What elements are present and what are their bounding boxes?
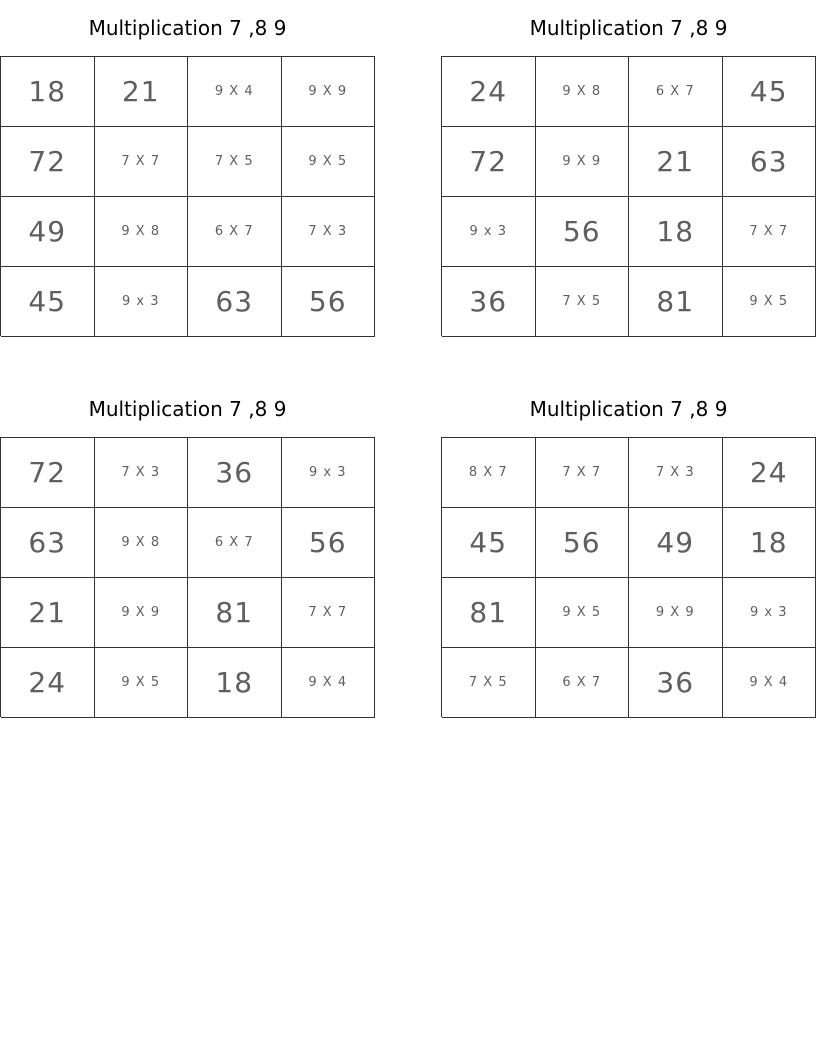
answer-cell: 18: [629, 197, 723, 267]
fact-cell: 9 X 4: [282, 648, 376, 718]
answer-cell: 24: [442, 57, 536, 127]
fact-cell: 7 X 3: [282, 197, 376, 267]
fact-cell: 9 x 3: [282, 438, 376, 508]
answer-cell: 63: [188, 267, 282, 337]
answer-cell: 21: [1, 578, 95, 648]
answer-cell: 24: [723, 438, 816, 508]
fact-cell: 9 X 5: [536, 578, 630, 648]
card-grid: [0, 437, 375, 717]
fact-cell: 7 X 7: [282, 578, 376, 648]
fact-cell: 9 x 3: [442, 197, 536, 267]
fact-cell: 9 X 9: [95, 578, 189, 648]
answer-cell: 72: [1, 438, 95, 508]
fact-cell: 9 X 9: [282, 57, 376, 127]
answer-cell: 49: [629, 508, 723, 578]
answer-cell: 72: [1, 127, 95, 197]
answer-cell: 63: [723, 127, 816, 197]
answer-cell: 45: [442, 508, 536, 578]
answer-cell: 36: [629, 648, 723, 718]
fact-cell: 9 X 8: [536, 57, 630, 127]
card-title: Multiplication 7 ,8 9: [88, 16, 287, 40]
fact-cell: 6 X 7: [188, 508, 282, 578]
fact-cell: 9 X 8: [95, 508, 189, 578]
answer-cell: 56: [536, 197, 630, 267]
card-title: Multiplication 7 ,8 9: [529, 397, 728, 421]
fact-cell: 9 X 4: [723, 648, 816, 718]
fact-cell: 9 X 9: [536, 127, 630, 197]
fact-cell: 7 X 7: [536, 438, 630, 508]
fact-cell: 7 X 7: [95, 127, 189, 197]
fact-cell: 9 X 9: [629, 578, 723, 648]
answer-cell: 36: [188, 438, 282, 508]
answer-cell: 36: [442, 267, 536, 337]
fact-cell: 7 X 3: [95, 438, 189, 508]
answer-cell: 49: [1, 197, 95, 267]
answer-cell: 45: [723, 57, 816, 127]
answer-cell: 21: [629, 127, 723, 197]
answer-cell: 81: [629, 267, 723, 337]
answer-cell: 56: [282, 267, 376, 337]
fact-cell: 9 X 5: [282, 127, 376, 197]
fact-cell: 8 X 7: [442, 438, 536, 508]
fact-cell: 6 X 7: [629, 57, 723, 127]
answer-cell: 18: [1, 57, 95, 127]
answer-cell: 56: [282, 508, 376, 578]
fact-cell: 9 x 3: [95, 267, 189, 337]
fact-cell: 9 X 4: [188, 57, 282, 127]
bingo-card-4: [441, 381, 816, 717]
card-title: Multiplication 7 ,8 9: [88, 397, 287, 421]
fact-cell: 7 X 5: [442, 648, 536, 718]
bingo-card-1: [0, 0, 375, 336]
answer-cell: 81: [442, 578, 536, 648]
answer-cell: 18: [188, 648, 282, 718]
fact-cell: 7 X 5: [188, 127, 282, 197]
fact-cell: 6 X 7: [536, 648, 630, 718]
card-grid: [0, 56, 375, 336]
answer-cell: 21: [95, 57, 189, 127]
answer-cell: 81: [188, 578, 282, 648]
fact-cell: 7 X 3: [629, 438, 723, 508]
answer-cell: 56: [536, 508, 630, 578]
fact-cell: 9 X 8: [95, 197, 189, 267]
bingo-card-2: [441, 0, 816, 336]
fact-cell: 6 X 7: [188, 197, 282, 267]
answer-cell: 45: [1, 267, 95, 337]
fact-cell: 7 X 5: [536, 267, 630, 337]
answer-cell: 72: [442, 127, 536, 197]
answer-cell: 18: [723, 508, 816, 578]
fact-cell: 9 X 5: [723, 267, 816, 337]
bingo-card-3: [0, 381, 375, 717]
answer-cell: 63: [1, 508, 95, 578]
card-grid: [441, 437, 816, 717]
fact-cell: 9 x 3: [723, 578, 816, 648]
card-title: Multiplication 7 ,8 9: [529, 16, 728, 40]
fact-cell: 9 X 5: [95, 648, 189, 718]
fact-cell: 7 X 7: [723, 197, 816, 267]
answer-cell: 24: [1, 648, 95, 718]
card-grid: [441, 56, 816, 336]
